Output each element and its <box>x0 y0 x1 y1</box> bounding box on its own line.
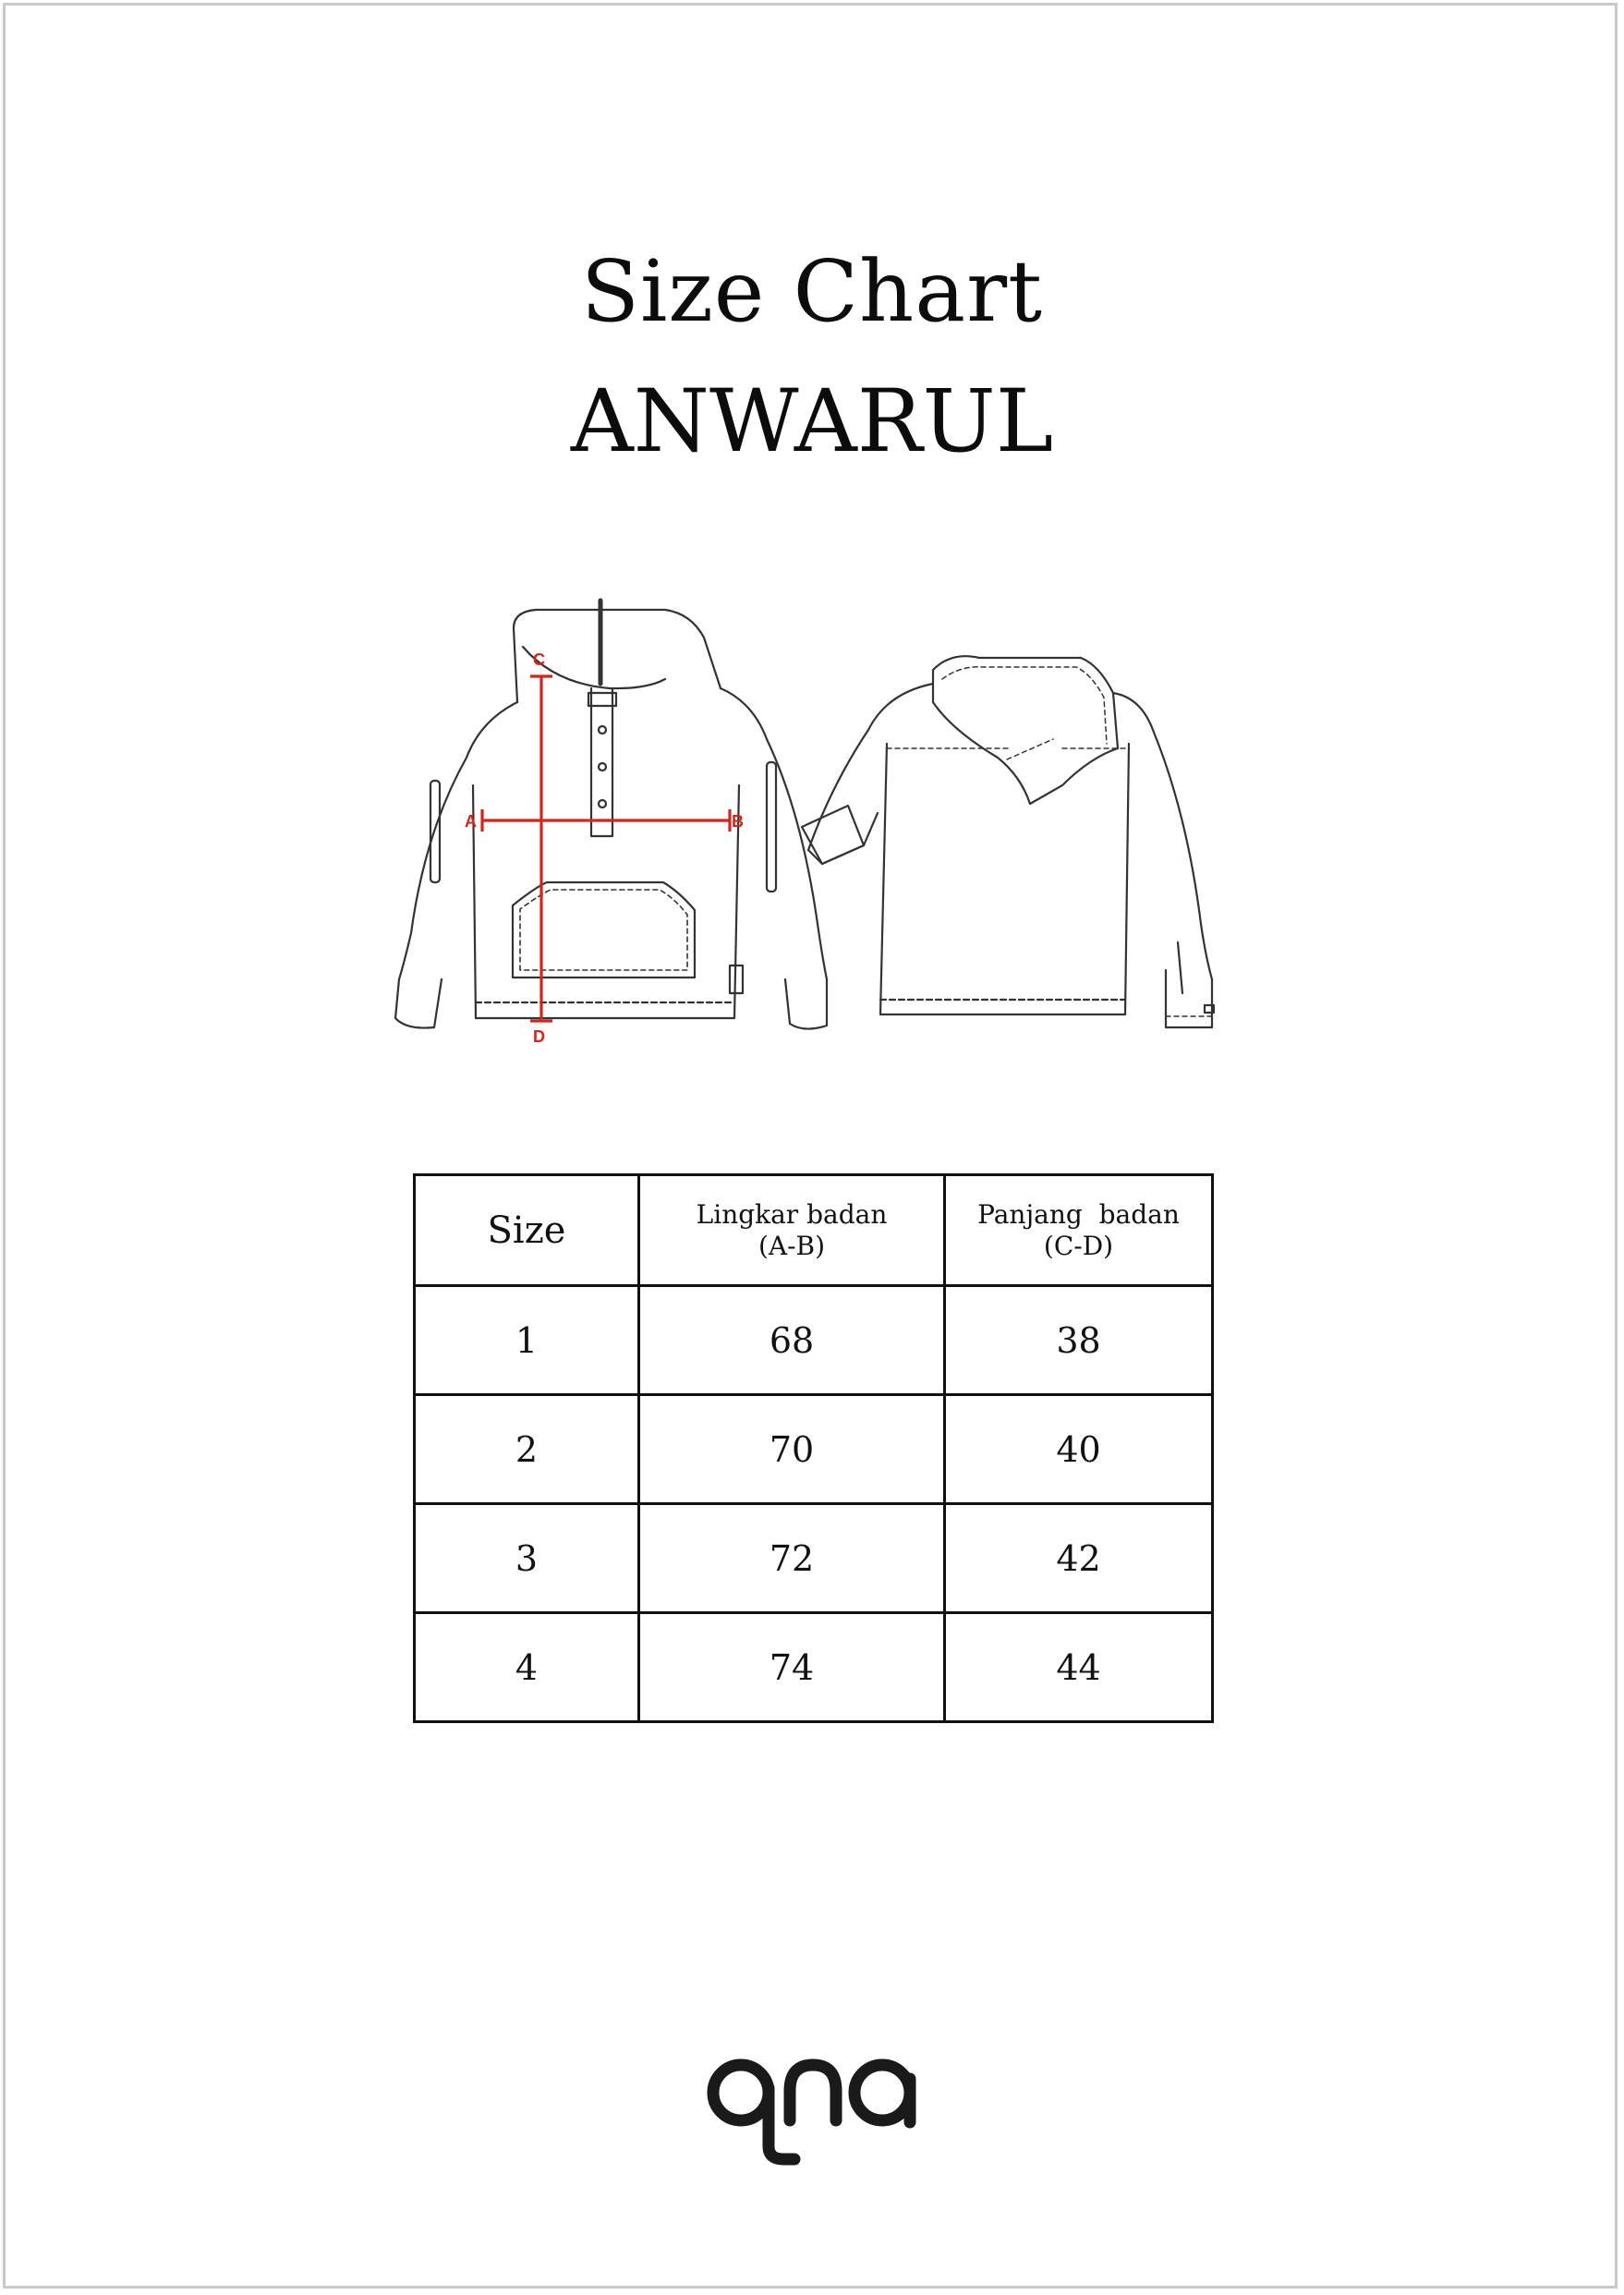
cell-lingkar: 70 <box>639 1395 945 1504</box>
header-lingkar-code: (A-B) <box>757 1230 826 1261</box>
label-b: B <box>732 812 744 831</box>
brand-logo-icon <box>702 2037 924 2167</box>
cell-lingkar: 72 <box>639 1504 945 1613</box>
label-c: C <box>533 650 545 669</box>
label-d: D <box>533 1027 545 1046</box>
cell-lingkar: 74 <box>639 1613 945 1722</box>
table-row <box>415 1395 1213 1504</box>
cell-panjang: 44 <box>945 1613 1213 1722</box>
page-title: Size Chart <box>580 242 1044 341</box>
header-panjang-code: (C-D) <box>1043 1230 1114 1261</box>
table-row <box>415 1613 1213 1722</box>
header-size: Size <box>415 1175 639 1286</box>
hoodie-front-sketch <box>395 601 827 1029</box>
header-panjang-badan <box>945 1175 1213 1286</box>
header-panjang-label: Panjang badan <box>977 1198 1180 1230</box>
cell-panjang: 42 <box>945 1504 1213 1613</box>
cell-panjang: 38 <box>945 1286 1213 1395</box>
header-lingkar-label: Lingkar badan <box>696 1198 888 1230</box>
header-lingkar-badan <box>639 1175 945 1286</box>
table-row <box>415 1286 1213 1395</box>
table-row <box>415 1504 1213 1613</box>
table-header-row <box>415 1175 1213 1286</box>
garment-sketch <box>0 0 1624 1072</box>
cell-size: 3 <box>415 1504 639 1613</box>
hoodie-back-sketch <box>802 656 1214 1027</box>
product-name: ANWARUL <box>570 371 1054 472</box>
cell-size: 1 <box>415 1286 639 1395</box>
label-a: A <box>465 812 477 831</box>
cell-panjang: 40 <box>945 1395 1213 1504</box>
cell-size: 2 <box>415 1395 639 1504</box>
cell-lingkar: 68 <box>639 1286 945 1395</box>
size-table <box>413 1173 1214 1723</box>
cell-size: 4 <box>415 1613 639 1722</box>
